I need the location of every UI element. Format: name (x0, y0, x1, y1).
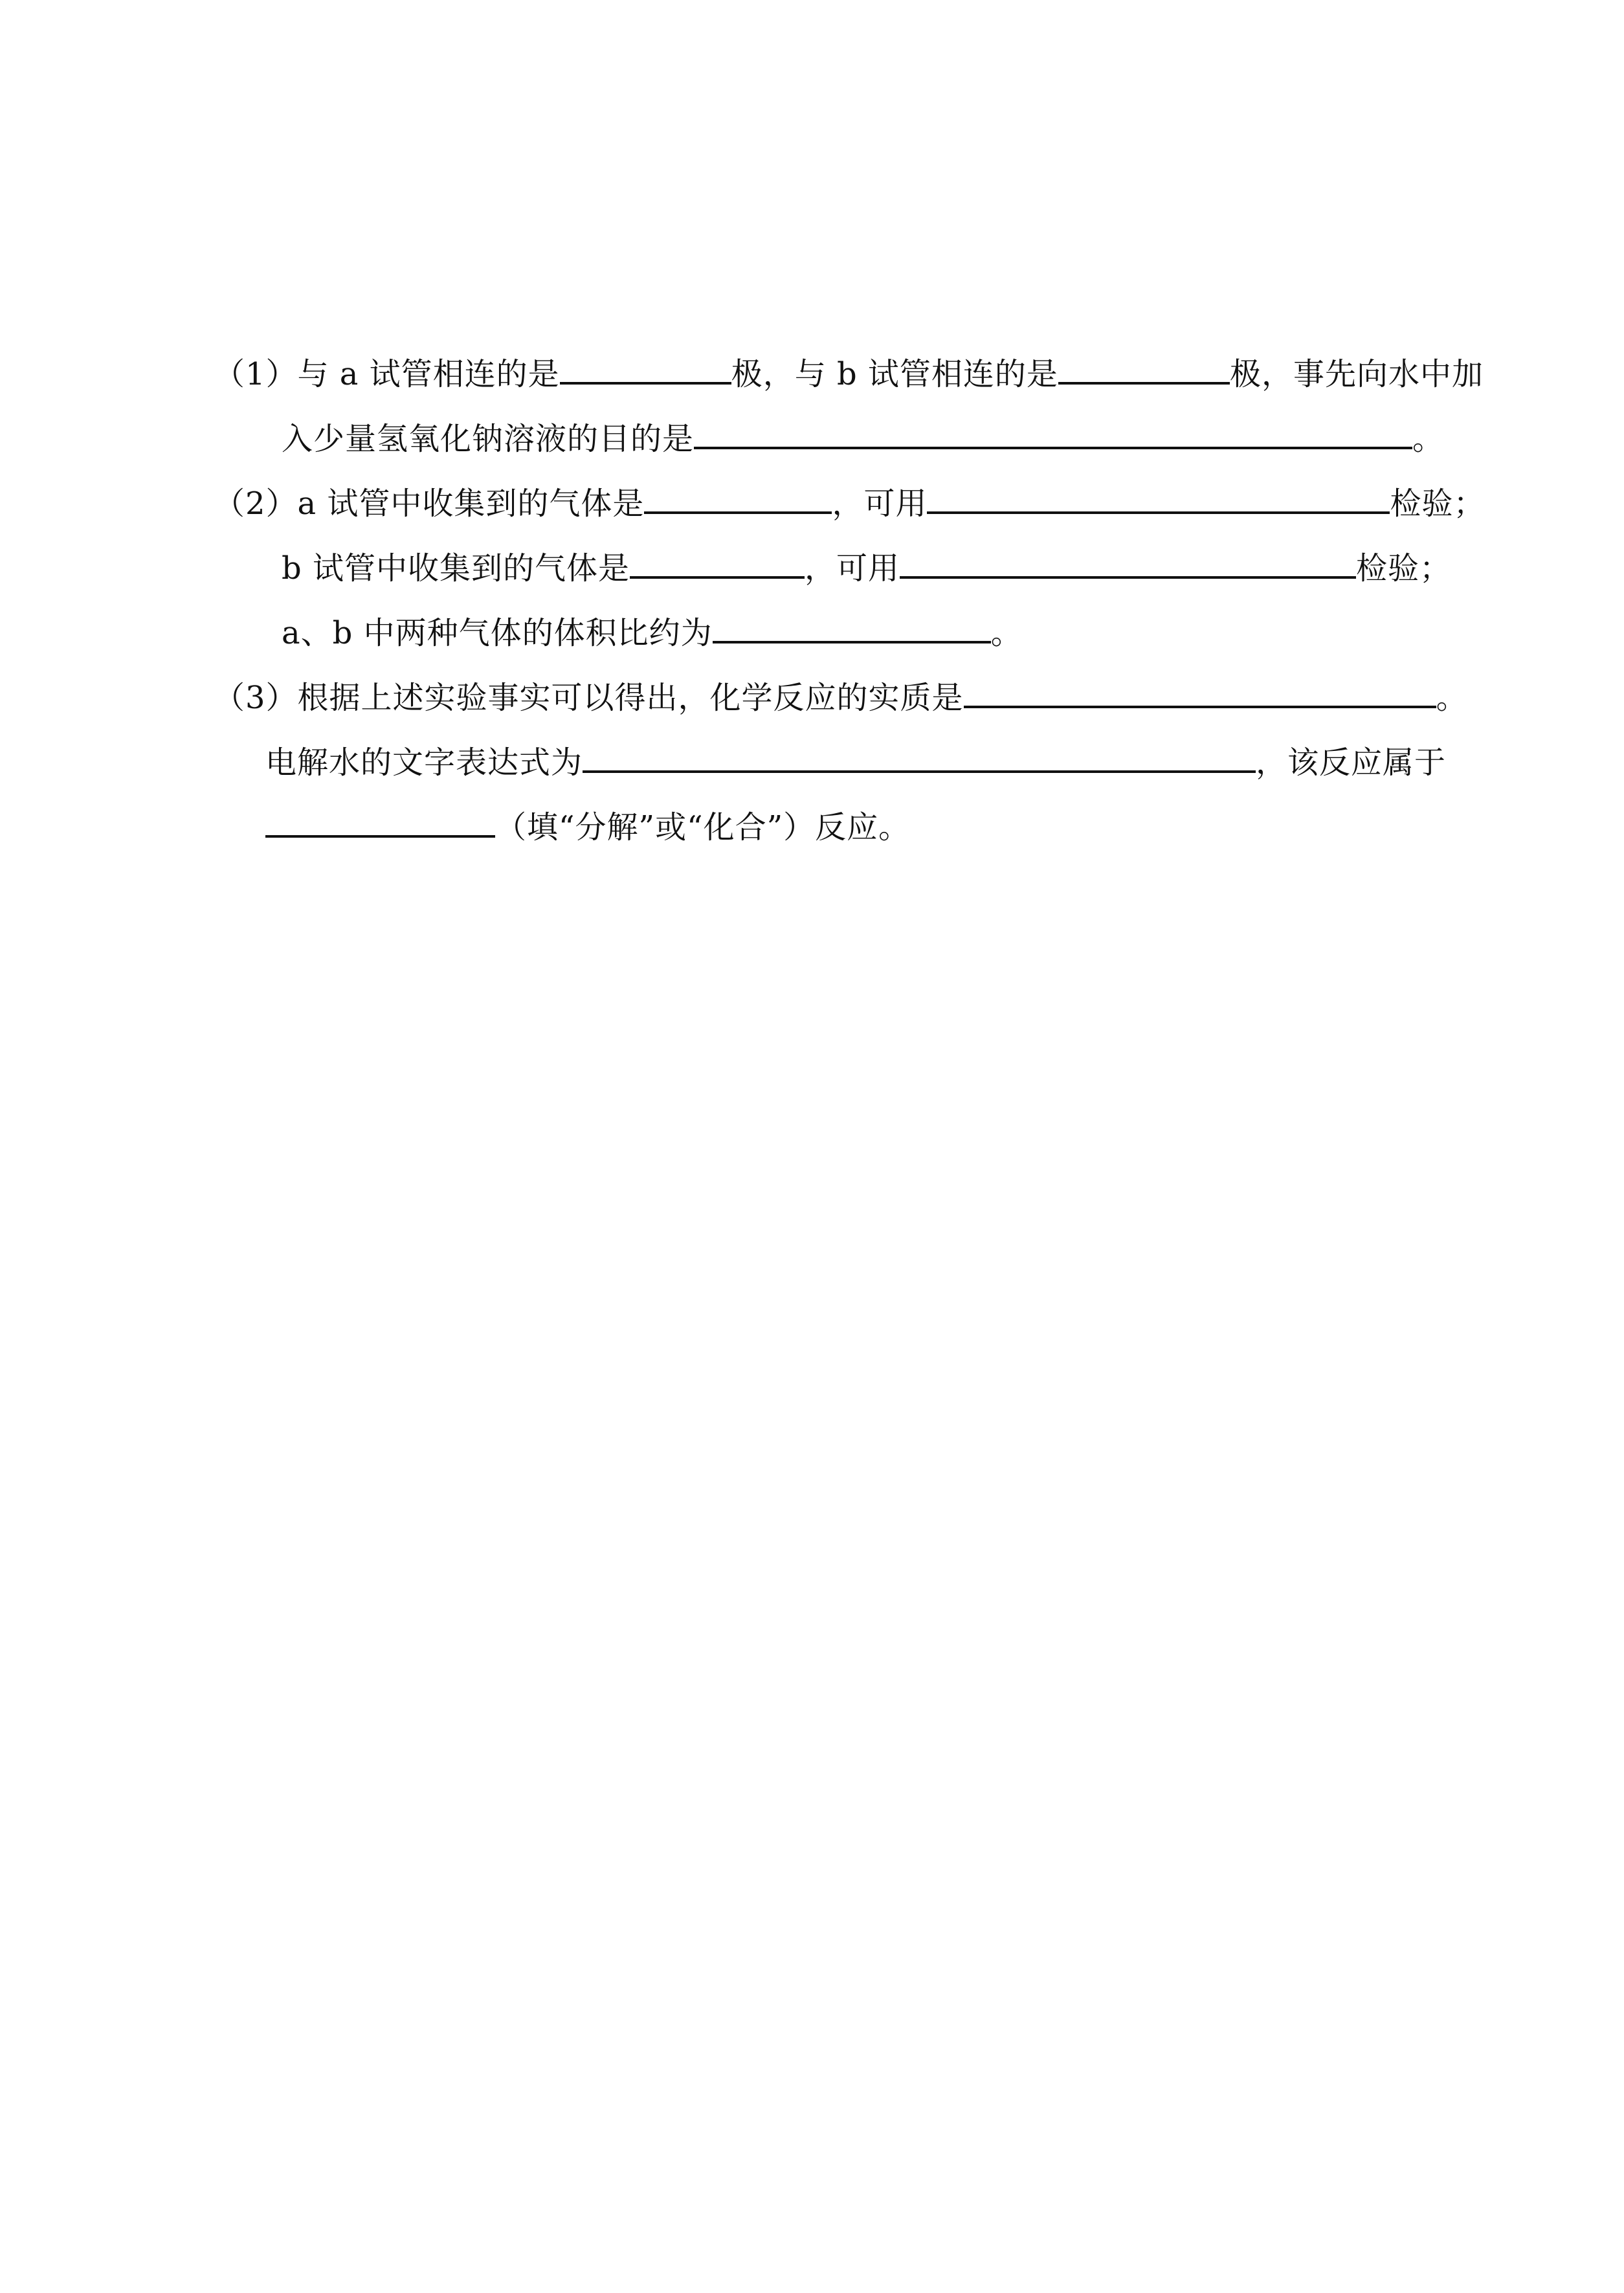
q1-line1 (214, 337, 1484, 395)
q3-label: （3） (214, 680, 298, 716)
q3-text-b: 电解水的文字表达式为 (265, 744, 583, 781)
q2-blank-volume-ratio[interactable] (713, 596, 991, 643)
q2-line1-c: 检验； (1390, 486, 1485, 522)
q1-blank-a-electrode[interactable] (560, 337, 731, 385)
q2-line3-end: 。 (990, 615, 1023, 651)
q2-line2-a: b 试管中收集到的气体是 (282, 550, 630, 587)
q2-line3 (282, 596, 1023, 654)
q3-text-d: （填“分解”或“化合”）反应。 (495, 809, 911, 845)
q3-line3 (265, 790, 910, 848)
q3-line2 (265, 725, 1446, 783)
q1-text-c: 极，事先向水中加 (1229, 356, 1484, 392)
q2-blank-gas-b[interactable] (630, 531, 805, 579)
q3-blank-reaction-type[interactable] (265, 790, 495, 838)
q3-text-c: ，该反应属于 (1256, 744, 1447, 781)
q2-line1-a: a 试管中收集到的气体是 (297, 486, 645, 522)
q1-label: （1） (214, 356, 298, 392)
q1-blank-purpose[interactable] (694, 401, 1412, 449)
q3-blank-essence[interactable] (964, 660, 1436, 708)
q1-text-d: 入少量氢氧化钠溶液的目的是 (282, 421, 695, 457)
q2-line3-a: a、b 中两种气体的体积比约为 (282, 615, 713, 651)
q1-blank-b-electrode[interactable] (1058, 337, 1230, 385)
q2-line1 (214, 466, 1485, 524)
q1-end: 。 (1412, 421, 1445, 457)
q3-end: 。 (1436, 680, 1468, 716)
q2-blank-gas-a[interactable] (644, 466, 832, 514)
q2-line2-b: ，可用 (805, 550, 900, 587)
q2-line2-c: 检验； (1356, 550, 1452, 587)
q3-blank-word-equation[interactable] (583, 725, 1256, 773)
q1-text-b: 极，与 b 试管相连的是 (731, 356, 1058, 392)
q2-label: （2） (214, 486, 298, 522)
q1-text-a: 与 a 试管相连的是 (297, 356, 560, 392)
q2-line2 (282, 531, 1451, 589)
q2-line1-b: ，可用 (832, 486, 928, 522)
q3-line1 (214, 660, 1468, 719)
q2-blank-test-a[interactable] (927, 466, 1390, 514)
q2-blank-test-b[interactable] (900, 531, 1356, 579)
q1-line2 (282, 401, 1444, 460)
q3-text-a: 根据上述实验事实可以得出，化学反应的实质是 (297, 680, 964, 716)
